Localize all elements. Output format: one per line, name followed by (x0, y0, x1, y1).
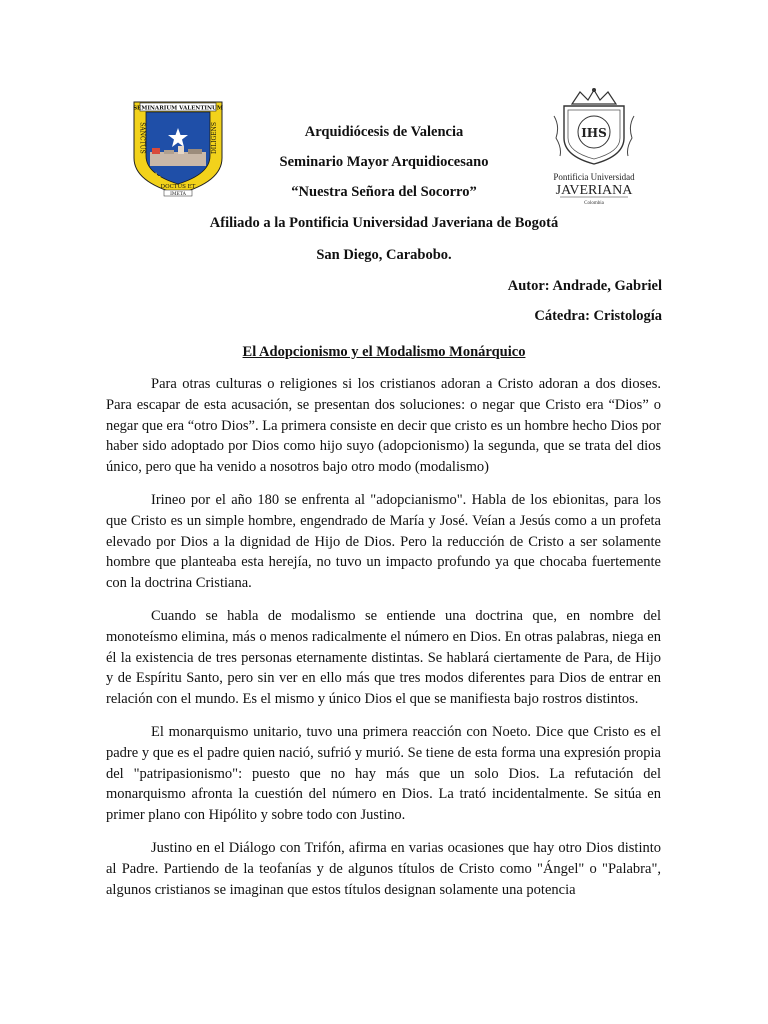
header-archdiocese: Arquidiócesis de Valencia (304, 124, 464, 140)
logo-left-left-text: SANCTUS (138, 122, 146, 154)
paragraph: Irineo por el año 180 se enfrenta al "adopcianismo". Habla de los ebionitas, para los que Cristo es un simple hombre, engendrado de María y José. Veían a Jesús como a un profeta elevado por Dios a la dignidad de Hijo de Dios. Pero la reducción de Cristo a ser solamente hombre que planteaba esta herejía, no tuvo un impacto profundo ya que chocaba fuertemente con la doctrina Cristiana. (106, 491, 661, 592)
header-seminary: Seminario Mayor Arquidiocesano (279, 154, 489, 170)
author-line: Autor: Andrade, Gabriel (507, 278, 662, 294)
logo-left-bottom-text: DOCTUS ET (160, 184, 196, 190)
paragraph: Para otras culturas o religiones si los cristianos adoran a Cristo adoran a dos dioses. Para escapar de esta acusación, se presentan dos soluciones: o negar que Cristo era “Dios” o negar que era “otro Dios”. La primera consiste en decir que cristo es un hombre hecho Dios por haber sido adoptado por Dios como hijo suyo (adopcionismo) la segunda, que se trata del dios único, pero que ha venido a nosotros bajo otro modo (modalismo) (106, 376, 661, 476)
logo-left-top-text: SEMINARIUM VALENTINUM (133, 105, 223, 112)
header-seminary-name: “Nuestra Señora del Socorro” (291, 184, 477, 200)
logo-right-name-small: Pontificia Universidad (553, 172, 635, 182)
logo-left-ribbon-text: IMETA (170, 191, 186, 197)
header-location: San Diego, Carabobo. (316, 247, 452, 263)
document-body (106, 374, 661, 912)
paragraph: El monarquismo unitario, tuvo una primera reacción con Noeto. Dice que Cristo es el padre y que es el padre quien nació, sufrió y murió. Se tiene de esta forma una expresión propia del "patripasionismo": puesto que no hay más que un solo Dios. La refutación del monarquismo afronta la cuestión del número en Dios. La trató incidentalmente. Se sitúa en primer plano con Hipólito y sobre todo con Justino. (106, 723, 661, 824)
logo-right-monogram: IHS (581, 126, 607, 140)
logo-left-right-text: DILIGENS (211, 121, 218, 155)
paragraph: Justino en el Diálogo con Trifón, afirma en varias ocasiones que hay otro Dios distinto al Padre. Partiendo de la teofanías y de algunos títulos de Cristo como "Ángel" o "Palabra", algunos cristianos se imaginan que estos títulos designan solamente una potencia (106, 839, 661, 898)
header-affiliation: Afiliado a la Pontificia Universidad Javeriana de Bogotá (209, 215, 559, 231)
course-line: Cátedra: Cristología (534, 308, 662, 324)
paragraph: Cuando se habla de modalismo se entiende una doctrina que, en nombre del monoteísmo elimina, más o menos radicalmente el número en Dios. En otras palabras, niega en él la existencia de tres personas eternamente distintas. Se hablará ciertamente de Para, de Hijo y de Espíritu Santo, pero sin ver en ello más que tres modos diferentes para Dios de entrar en relación con el mundo. Es el mismo y único Dios el que se manifiesta bajo rostros distintos. (106, 607, 661, 708)
document-title: El Adopcionismo y el Modalismo Monárquico (242, 344, 526, 360)
logo-right-name-big: JAVERIANA (555, 183, 633, 198)
logo-right-city: Colombia (584, 201, 604, 206)
